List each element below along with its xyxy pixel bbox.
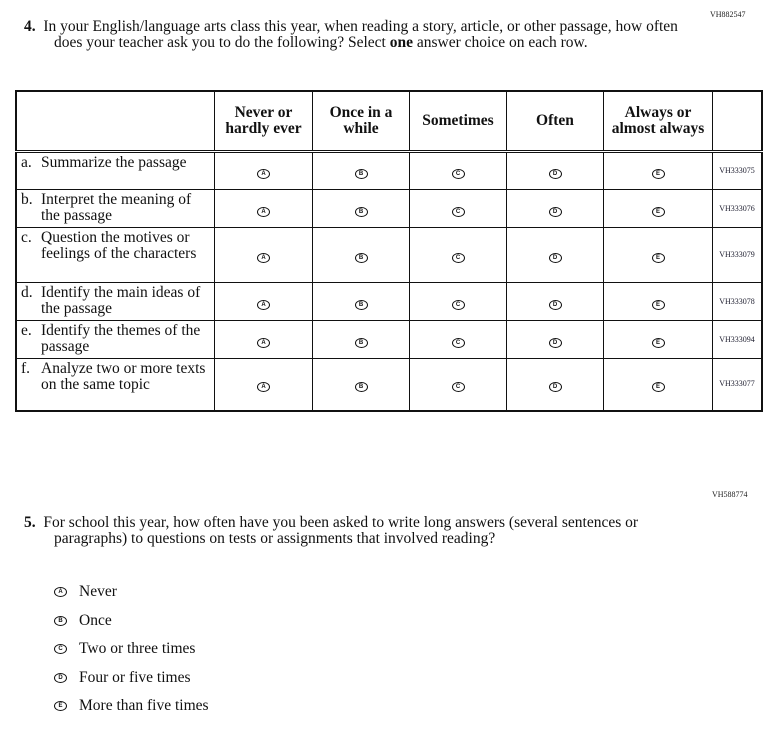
answer-cell [410, 190, 507, 228]
table-row [16, 359, 762, 411]
item-code: VH333078 [713, 283, 763, 321]
row-label [16, 152, 215, 190]
answer-bubble-d[interactable]: D [549, 207, 562, 217]
question-text: For school this year, how often have you been asked to write long answers (several sentences or paragraphs) to questions on tests or assignments that involved reading? [43, 514, 639, 547]
answer-cell [215, 321, 313, 359]
option-label: More than five times [79, 697, 209, 714]
answer-cell [410, 359, 507, 411]
table-row [16, 190, 762, 228]
table-row [16, 152, 762, 190]
answer-cell [313, 283, 410, 321]
option-label: Never [79, 583, 117, 600]
row-text: Question the motives or feelings of the characters [41, 229, 197, 262]
item-code: VH333075 [713, 152, 763, 190]
answer-bubble-a[interactable]: A [257, 300, 270, 310]
answer-cell [215, 283, 313, 321]
option-label: Two or three times [79, 640, 196, 657]
answer-cell [507, 228, 604, 283]
question-number: 4. [24, 18, 36, 35]
answer-cell [507, 359, 604, 411]
answer-cell [604, 190, 713, 228]
answer-cell [313, 152, 410, 190]
answer-bubble-e[interactable]: E [652, 382, 665, 392]
item-code: VH333077 [713, 359, 763, 411]
item-code: VH333076 [713, 190, 763, 228]
answer-bubble-b[interactable]: B [355, 300, 368, 310]
row-label [16, 190, 215, 228]
question-code: VH882547 [710, 10, 746, 19]
answer-bubble-e[interactable]: E [652, 300, 665, 310]
answer-cell [313, 190, 410, 228]
row-text: Analyze two or more texts on the same topic [41, 360, 206, 393]
answer-bubble-c[interactable]: C [452, 300, 465, 310]
response-grid [15, 90, 763, 412]
row-label [16, 283, 215, 321]
answer-cell [313, 321, 410, 359]
row-text: Identify the main ideas of the passage [41, 284, 201, 317]
answer-cell [215, 190, 313, 228]
answer-bubble-d[interactable]: D [549, 169, 562, 179]
answer-bubble-a[interactable]: A [257, 253, 270, 263]
answer-bubble-e[interactable]: E [652, 169, 665, 179]
answer-bubble-d[interactable]: D [549, 300, 562, 310]
table-row [16, 321, 762, 359]
answer-bubble-a[interactable]: A [257, 207, 270, 217]
answer-cell [215, 228, 313, 283]
answer-option[interactable] [54, 697, 209, 715]
answer-cell [507, 283, 604, 321]
answer-bubble-d[interactable]: D [549, 382, 562, 392]
answer-cell [604, 228, 713, 283]
answer-cell [410, 321, 507, 359]
answer-bubble[interactable]: A [54, 587, 67, 597]
answer-bubble-b[interactable]: B [355, 169, 368, 179]
item-code: VH333079 [713, 228, 763, 283]
column-header: Once in a while [313, 91, 410, 152]
answer-cell [507, 321, 604, 359]
answer-cell [604, 359, 713, 411]
item-code: VH333094 [713, 321, 763, 359]
answer-cell [313, 359, 410, 411]
row-key: f. [21, 360, 31, 377]
row-key: d. [21, 284, 33, 301]
answer-option[interactable] [54, 612, 112, 630]
row-label [16, 359, 215, 411]
answer-bubble-a[interactable]: A [257, 169, 270, 179]
code-header [713, 91, 763, 152]
answer-bubble-d[interactable]: D [549, 253, 562, 263]
emphasis: one [389, 34, 413, 51]
answer-bubble-b[interactable]: B [355, 338, 368, 348]
row-text: Identify the themes of the passage [41, 322, 201, 355]
answer-bubble-c[interactable]: C [452, 169, 465, 179]
question-number: 5. [24, 514, 36, 531]
answer-bubble[interactable]: D [54, 673, 67, 683]
column-header: Always or almost always [604, 91, 713, 152]
row-key: a. [21, 154, 32, 171]
answer-bubble-c[interactable]: C [452, 382, 465, 392]
row-key: b. [21, 191, 33, 208]
answer-cell [507, 152, 604, 190]
question-5-text [24, 515, 664, 547]
row-key: e. [21, 322, 32, 339]
option-label: Once [79, 611, 112, 629]
option-label: Four or five times [79, 668, 191, 686]
empty-header [16, 91, 215, 152]
answer-bubble-b[interactable]: B [355, 253, 368, 263]
answer-option[interactable] [54, 583, 117, 601]
answer-option[interactable] [54, 640, 195, 658]
question-text: answer choice on each row. [413, 34, 588, 51]
row-label [16, 321, 215, 359]
answer-cell [410, 283, 507, 321]
question-code: VH588774 [712, 490, 748, 499]
table-row [16, 283, 762, 321]
row-text: Interpret the meaning of the passage [41, 191, 192, 224]
answer-bubble-a[interactable]: A [257, 338, 270, 348]
answer-cell [507, 190, 604, 228]
answer-bubble-e[interactable]: E [652, 253, 665, 263]
answer-cell [410, 152, 507, 190]
answer-bubble[interactable]: E [54, 701, 67, 711]
answer-option[interactable] [54, 669, 191, 687]
answer-cell [313, 228, 410, 283]
question-4-text [24, 19, 694, 51]
answer-cell [604, 321, 713, 359]
answer-cell [215, 359, 313, 411]
answer-bubble-b[interactable]: B [355, 382, 368, 392]
answer-bubble-c[interactable]: C [452, 338, 465, 348]
answer-bubble-c[interactable]: C [452, 207, 465, 217]
answer-cell [410, 228, 507, 283]
table-row [16, 228, 762, 283]
answer-bubble-e[interactable]: E [652, 207, 665, 217]
answer-bubble-a[interactable]: A [257, 382, 270, 392]
answer-cell [604, 283, 713, 321]
row-key: c. [21, 229, 32, 246]
answer-cell [604, 152, 713, 190]
answer-cell [215, 152, 313, 190]
row-label [16, 228, 215, 283]
column-header: Often [507, 91, 604, 152]
row-text: Summarize the passage [41, 154, 187, 171]
answer-bubble-d[interactable]: D [549, 338, 562, 348]
answer-bubble[interactable]: C [54, 644, 67, 654]
answer-bubble[interactable]: B [54, 616, 67, 626]
answer-bubble-c[interactable]: C [452, 253, 465, 263]
question-text: In your English/language arts class this year, when reading a story, article, or other passage, how often does your teacher ask you to do the following? Select [43, 18, 678, 51]
column-header: Never or hardly ever [215, 91, 313, 152]
answer-bubble-b[interactable]: B [355, 207, 368, 217]
column-header: Sometimes [410, 91, 507, 152]
answer-bubble-e[interactable]: E [652, 338, 665, 348]
